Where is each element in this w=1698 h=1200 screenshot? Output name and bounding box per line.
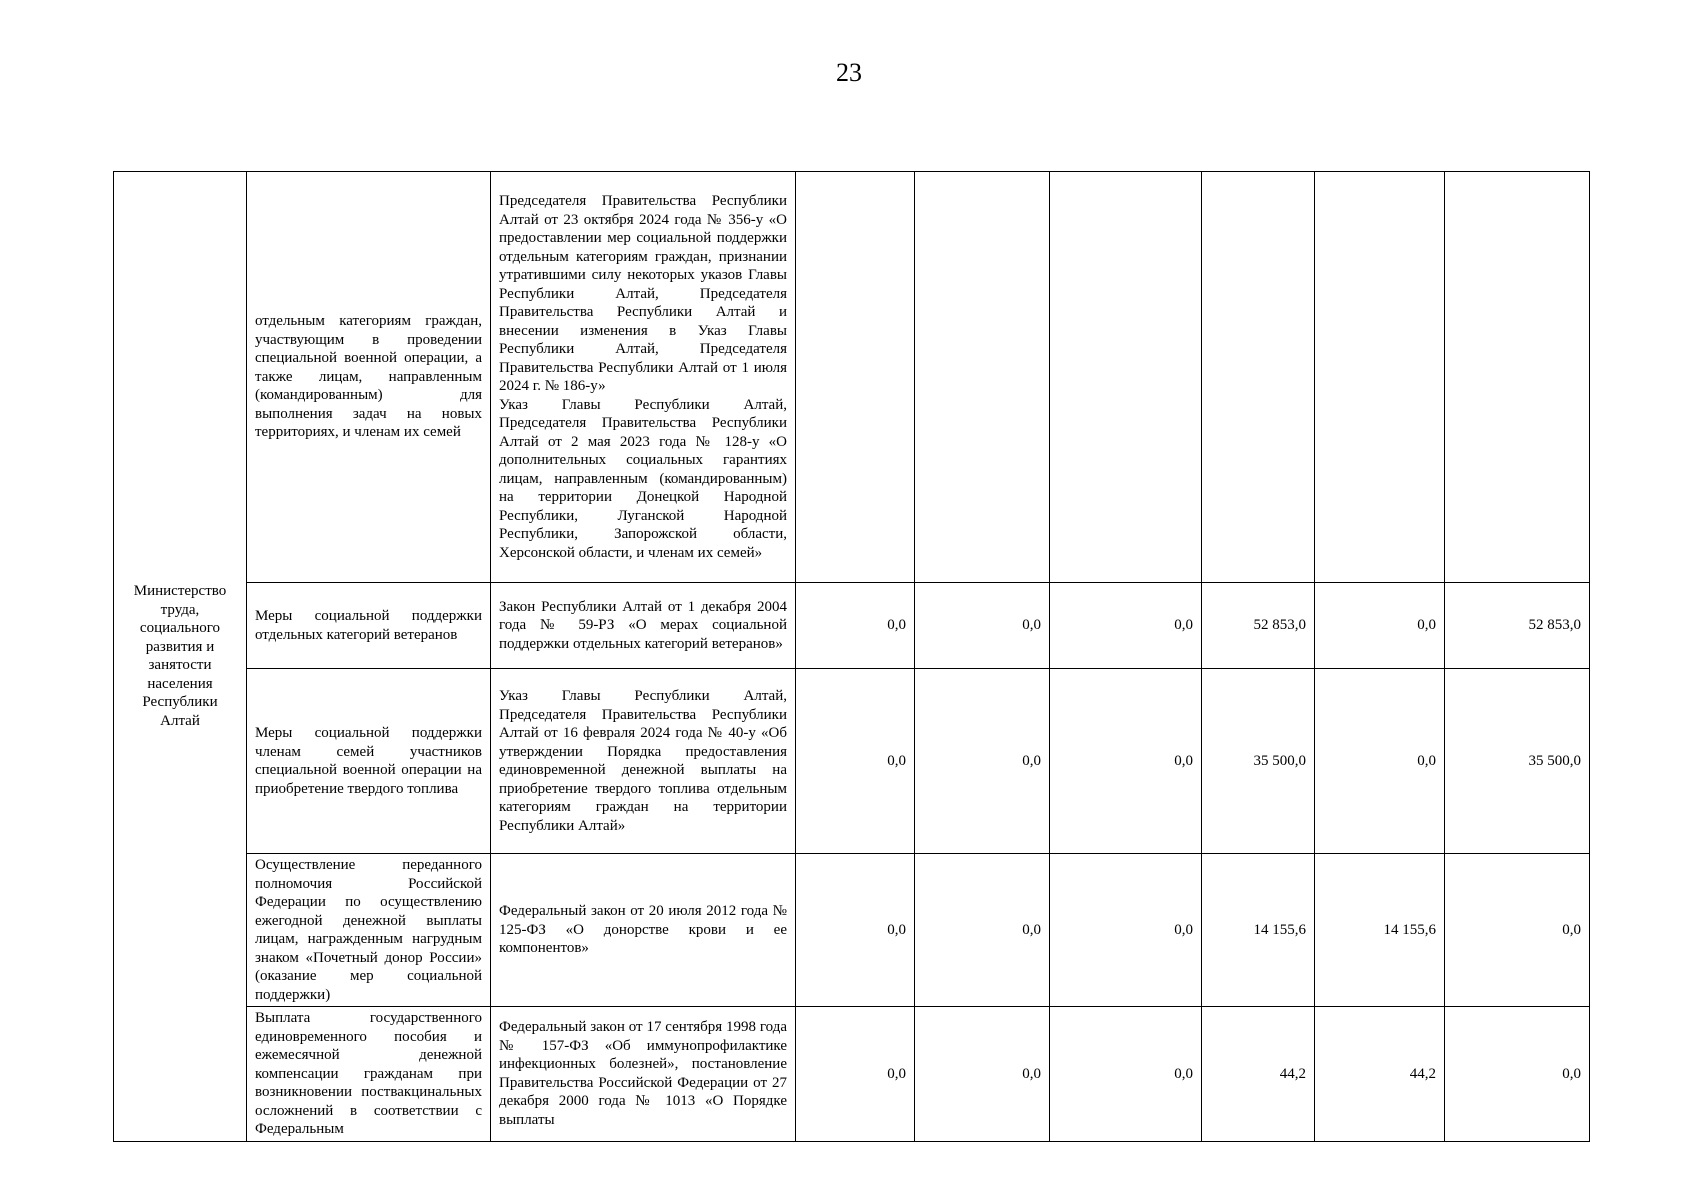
value-cell: [1445, 172, 1590, 583]
value-cell: 44,2: [1315, 1007, 1445, 1142]
law-cell: Федеральный закон от 17 сентября 1998 года № 157-ФЗ «Об иммунопрофилактике инфекционных болезней», постановление Правительства Российской Федерации от 27 декабря 2000 года № 1013 «О Порядке выплаты: [491, 1007, 796, 1142]
table-row: [114, 172, 1590, 583]
value-cell: 0,0: [915, 854, 1050, 1007]
measure-cell: Выплата государственного единовременного пособия и ежемесячной денежной компенсации гражданам при возникновении поствакцинальных осложнений в соответствии с Федеральным: [247, 1007, 491, 1142]
law-cell: [491, 172, 796, 583]
value-cell: [796, 172, 915, 583]
value-cell: 0,0: [1050, 669, 1202, 854]
value-cell: 0,0: [1050, 583, 1202, 669]
value-cell: 0,0: [1050, 854, 1202, 1007]
value-cell: 0,0: [796, 1007, 915, 1142]
value-cell: [1315, 172, 1445, 583]
law-cell: Закон Республики Алтай от 1 декабря 2004 года № 59-РЗ «О мерах социальной поддержки отдельных категорий ветеранов»: [491, 583, 796, 669]
value-cell: 0,0: [915, 1007, 1050, 1142]
agency-cell: Министерство труда, социального развития и занятости населения Республики Алтай: [114, 172, 247, 1142]
value-cell: 0,0: [796, 583, 915, 669]
value-cell: 44,2: [1202, 1007, 1315, 1142]
value-cell: 0,0: [1050, 1007, 1202, 1142]
value-cell: 35 500,0: [1445, 669, 1590, 854]
law-cell: Федеральный закон от 20 июля 2012 года № 125-ФЗ «О донорстве крови и ее компонентов»: [491, 854, 796, 1007]
value-cell: 35 500,0: [1202, 669, 1315, 854]
budget-table: [113, 171, 1590, 1142]
value-cell: 52 853,0: [1202, 583, 1315, 669]
value-cell: 14 155,6: [1315, 854, 1445, 1007]
measure-cell: Меры социальной поддержки отдельных категорий ветеранов: [247, 583, 491, 669]
measure-cell: Осуществление переданного полномочия Российской Федерации по осуществлению ежегодной денежной выплаты лицам, награжденным нагрудным знаком «Почетный донор России» (оказание мер социальной поддержки): [247, 854, 491, 1007]
law-cell: Указ Главы Республики Алтай, Председателя Правительства Республики Алтай от 16 февраля 2024 года № 40-у «Об утверждении Порядка предоставления единовременной денежной выплаты на приобретение твердого топлива отдельным категориям граждан на территории Республики Алтай»: [491, 669, 796, 854]
value-cell: 0,0: [915, 583, 1050, 669]
table-row: [114, 854, 1590, 1007]
law-text: Председателя Правительства Республики Алтай от 23 октября 2024 года № 356-у «О предоставлении мер социальной поддержки отдельным категориям граждан, признании утратившими силу некоторых указов Главы Республики Алтай, Председателя Правительства Республики Алтай и внесении изменения в Указ Главы Республики Алтай, Председателя Правительства Республики Алтай от 1 июля 2024 г. № 186-у»: [499, 193, 787, 394]
measure-cell: Меры социальной поддержки членам семей участников специальной военной операции на приобретение твердого топлива: [247, 669, 491, 854]
value-cell: 14 155,6: [1202, 854, 1315, 1007]
table-row: [114, 1007, 1590, 1142]
value-cell: [915, 172, 1050, 583]
value-cell: 0,0: [1315, 669, 1445, 854]
page-number: 23: [836, 58, 862, 87]
value-cell: 0,0: [1315, 583, 1445, 669]
value-cell: 0,0: [796, 669, 915, 854]
law-text: Указ Главы Республики Алтай, Председателя Правительства Республики Алтай от 2 мая 2023 года № 128-у «О дополнительных социальных гарантиях лицам, направленным (командированным) на территории Донецкой Народной Республики, Луганской Народной Республики, Запорожской области, Херсонской области, и членам их семей»: [499, 396, 787, 561]
value-cell: 0,0: [796, 854, 915, 1007]
table-row: [114, 669, 1590, 854]
value-cell: [1050, 172, 1202, 583]
value-cell: 52 853,0: [1445, 583, 1590, 669]
value-cell: 0,0: [1445, 854, 1590, 1007]
value-cell: 0,0: [915, 669, 1050, 854]
value-cell: 0,0: [1445, 1007, 1590, 1142]
measure-cell: отдельным категориям граждан, участвующим в проведении специальной военной операции, а также лицам, направленным (командированным) для выполнения задач на новых территориях, и членам их семей: [247, 172, 491, 583]
table-row: [114, 583, 1590, 669]
value-cell: [1202, 172, 1315, 583]
